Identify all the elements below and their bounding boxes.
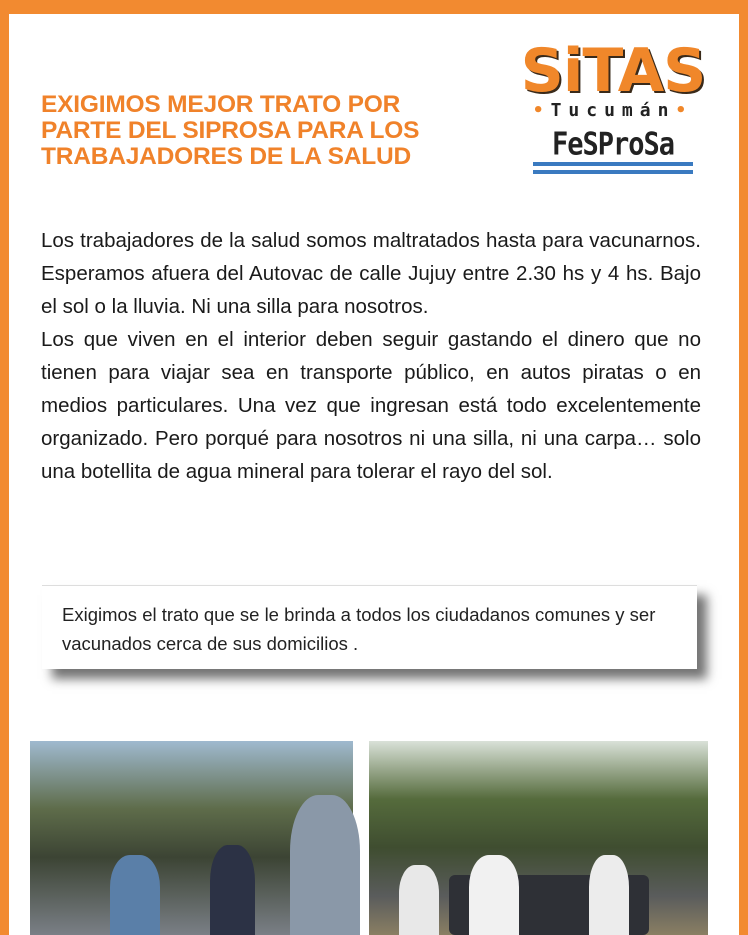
photo-vaccination-queue-park — [369, 741, 708, 935]
photo-vaccination-queue-street — [30, 741, 353, 935]
headline — [41, 92, 501, 170]
body-text — [41, 224, 701, 488]
paragraph: Los trabajadores de la salud somos maltratados hasta para vacunarnos. Esperamos afuera del Autovac de calle Jujuy entre 2.30 hs y 4 hs. Bajo el sol o la lluvia. Ni una silla para nosotros. — [41, 229, 701, 318]
paragraph: Los que viven en el interior deben seguir gastando el dinero que no tienen para viajar sea en transporte público, en autos piratas o en medios particulares. Una vez que ingresan está todo excelentemente organizado. Pero porqué para nosotros ni una silla, ni una carpa… solo una botellita de agua mineral para tolerar el rayo del sol. — [41, 328, 701, 483]
headline-line: EXIGIMOS MEJOR TRATO POR — [41, 91, 401, 118]
tucuman-logo-text: •Tucumán• — [532, 100, 694, 121]
sitas-fesprosa-logo — [493, 36, 733, 174]
demand-quote-box: Exigimos el trato que se le brinda a todos los ciudadanos comunes y ser vacunados cerca de sus domicilios . — [42, 585, 697, 669]
headline-line: TRABAJADORES DE LA SALUD — [41, 143, 411, 170]
flag-stripes-icon — [533, 162, 693, 174]
headline-line: PARTE DEL SIPROSA PARA LOS — [41, 117, 420, 144]
sitas-logo-text: SiTAS — [520, 36, 706, 106]
fesprosa-logo-text: FeSProSa — [551, 126, 675, 163]
flyer-page — [9, 14, 739, 935]
